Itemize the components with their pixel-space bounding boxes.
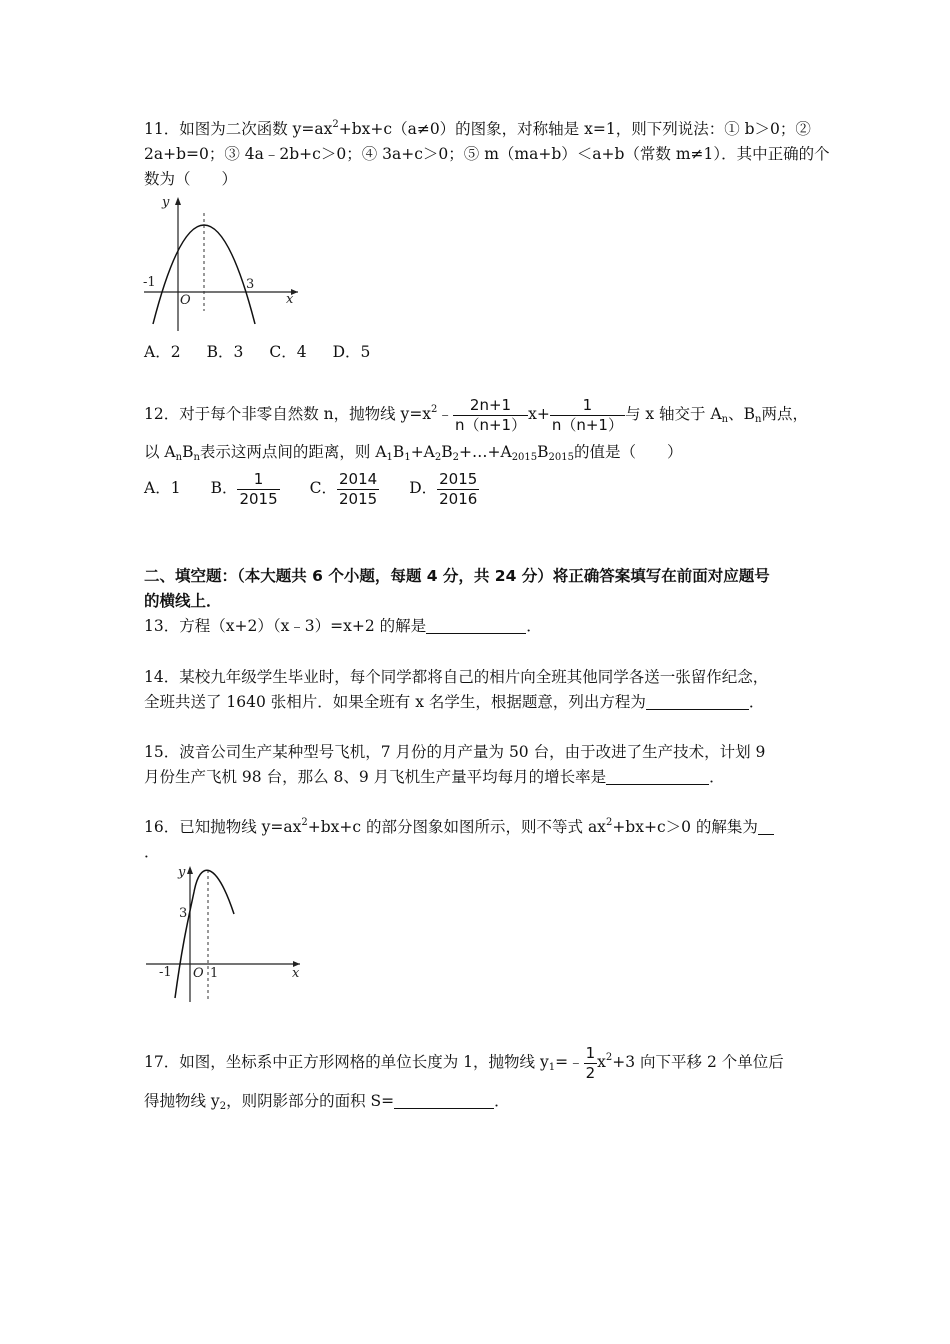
option-c[interactable]: C． $\frac{2014}{2015}$ — [309, 469, 378, 508]
q16-parabola-figure — [142, 862, 307, 1007]
origin-label: O — [180, 293, 191, 308]
q15-line1: 15．波音公司生产某种型号飞机，7 月份的月产量为 50 台，由于改进了生产技术，计划 9 — [144, 743, 766, 761]
q14-line2: 全班共送了 1640 张相片．如果全班有 x 名学生，根据题意，列出方程为 ． — [144, 693, 765, 711]
q11-line3: 数为（ ） — [144, 170, 238, 188]
option-a[interactable]: A．1 — [144, 479, 181, 497]
q11-parabola-figure — [140, 193, 305, 335]
x-axis-label: x — [292, 966, 300, 981]
q12-fraction-2: $\frac{1}{n(n+1)}$ — [551, 395, 623, 434]
q11-line1: 11．如图为二次函数 $y=ax^2+bx+c(a\ne 0)$的图象，对称轴是 x=1，则下列说法：① b＞0；② — [144, 119, 811, 138]
q12-line1: 12．对于每个非零自然数 n，抛物线 $y=x^2﹣$ $\frac{2n+1}{n(n+1)}$ x+ $\frac{1}{n(n+1)}$ 与 x 轴交于 $A_n$、$B_n$两点， — [144, 395, 808, 434]
q12-line2: 以 $A_nB_n$表示这两点间的距离，则 $A_1B_1+A_2B_2+\dots+A_{2015}B_{2015}$的值是（ ） — [144, 443, 683, 463]
q11-line2: 2a+b=0；③ 4a﹣2b+c＞0；④ 3a+c＞0；⑤ m（ma+b）＜a+b（常数 m≠1）．其中正确的个 — [144, 145, 830, 163]
label-three: 3 — [179, 906, 188, 921]
option-a[interactable]: A．2 — [144, 343, 181, 361]
q12-options — [144, 466, 479, 510]
q17-line2: 得抛物线 $y_2$，则阴影部分的面积 S= ． — [144, 1092, 510, 1112]
y-axis-arrow — [175, 197, 181, 205]
label-minus-one: -1 — [159, 965, 172, 980]
option-b[interactable]: B． $\frac{1}{2015}$ — [210, 469, 278, 508]
option-b[interactable]: B．3 — [206, 343, 244, 361]
q14-line1: 14．某校九年级学生毕业时，每个同学都将自己的相片向全班其他同学各送一张留作纪念， — [144, 668, 769, 686]
section-heading: 二、填空题：（本大题共 6 个小题，每题 4 分，共 24 分）将正确答案填写在前面对应题号 — [144, 567, 770, 585]
y-axis-label: y — [162, 195, 170, 210]
q17-fraction: $\frac{1}{2}$ — [585, 1043, 596, 1082]
option-d[interactable]: D．5 — [332, 343, 371, 361]
parabola-curve — [175, 870, 234, 998]
answer-blank[interactable] — [394, 1092, 494, 1109]
q15-line2: 月份生产飞机 98 台，那么 8、9 月飞机生产量平均每月的增长率是 ． — [144, 768, 725, 786]
y-axis-arrow — [187, 866, 193, 874]
q12-fraction-1: $\frac{2n+1}{n(n+1)}$ — [454, 395, 527, 434]
label-three: 3 — [246, 277, 255, 292]
q13-line: 13．方程（x+2）（x﹣3）=x+2 的解是 ． — [144, 617, 542, 635]
x-axis-label: x — [286, 292, 294, 307]
y-axis-label: y — [178, 865, 186, 880]
answer-blank[interactable] — [758, 818, 774, 835]
answer-blank[interactable] — [426, 617, 526, 634]
option-c[interactable]: C．4 — [269, 343, 307, 361]
label-minus-one: -1 — [143, 275, 156, 290]
section-heading-line2: 的横线上． — [144, 592, 222, 610]
origin-label: O — [193, 966, 204, 981]
label-one: 1 — [210, 966, 219, 981]
q17-line1: 17．如图，坐标系中正方形网格的单位长度为 1，抛物线 $y_1=﹣$ $\frac{1}{2}$ $x^2+3$ 向下平移 2 个单位后 — [144, 1043, 784, 1082]
answer-blank[interactable] — [606, 768, 709, 785]
q16-line2: ． — [144, 843, 160, 861]
answer-blank[interactable] — [646, 693, 749, 710]
q11-options — [144, 341, 396, 363]
option-d[interactable]: D． $\frac{2015}{2016}$ — [409, 469, 478, 508]
q16-line1: 16．已知抛物线 $y=ax^2+bx+c$ 的部分图象如图所示，则不等式 $ax^2+bx+c>0$ 的解集为 — [144, 816, 774, 838]
